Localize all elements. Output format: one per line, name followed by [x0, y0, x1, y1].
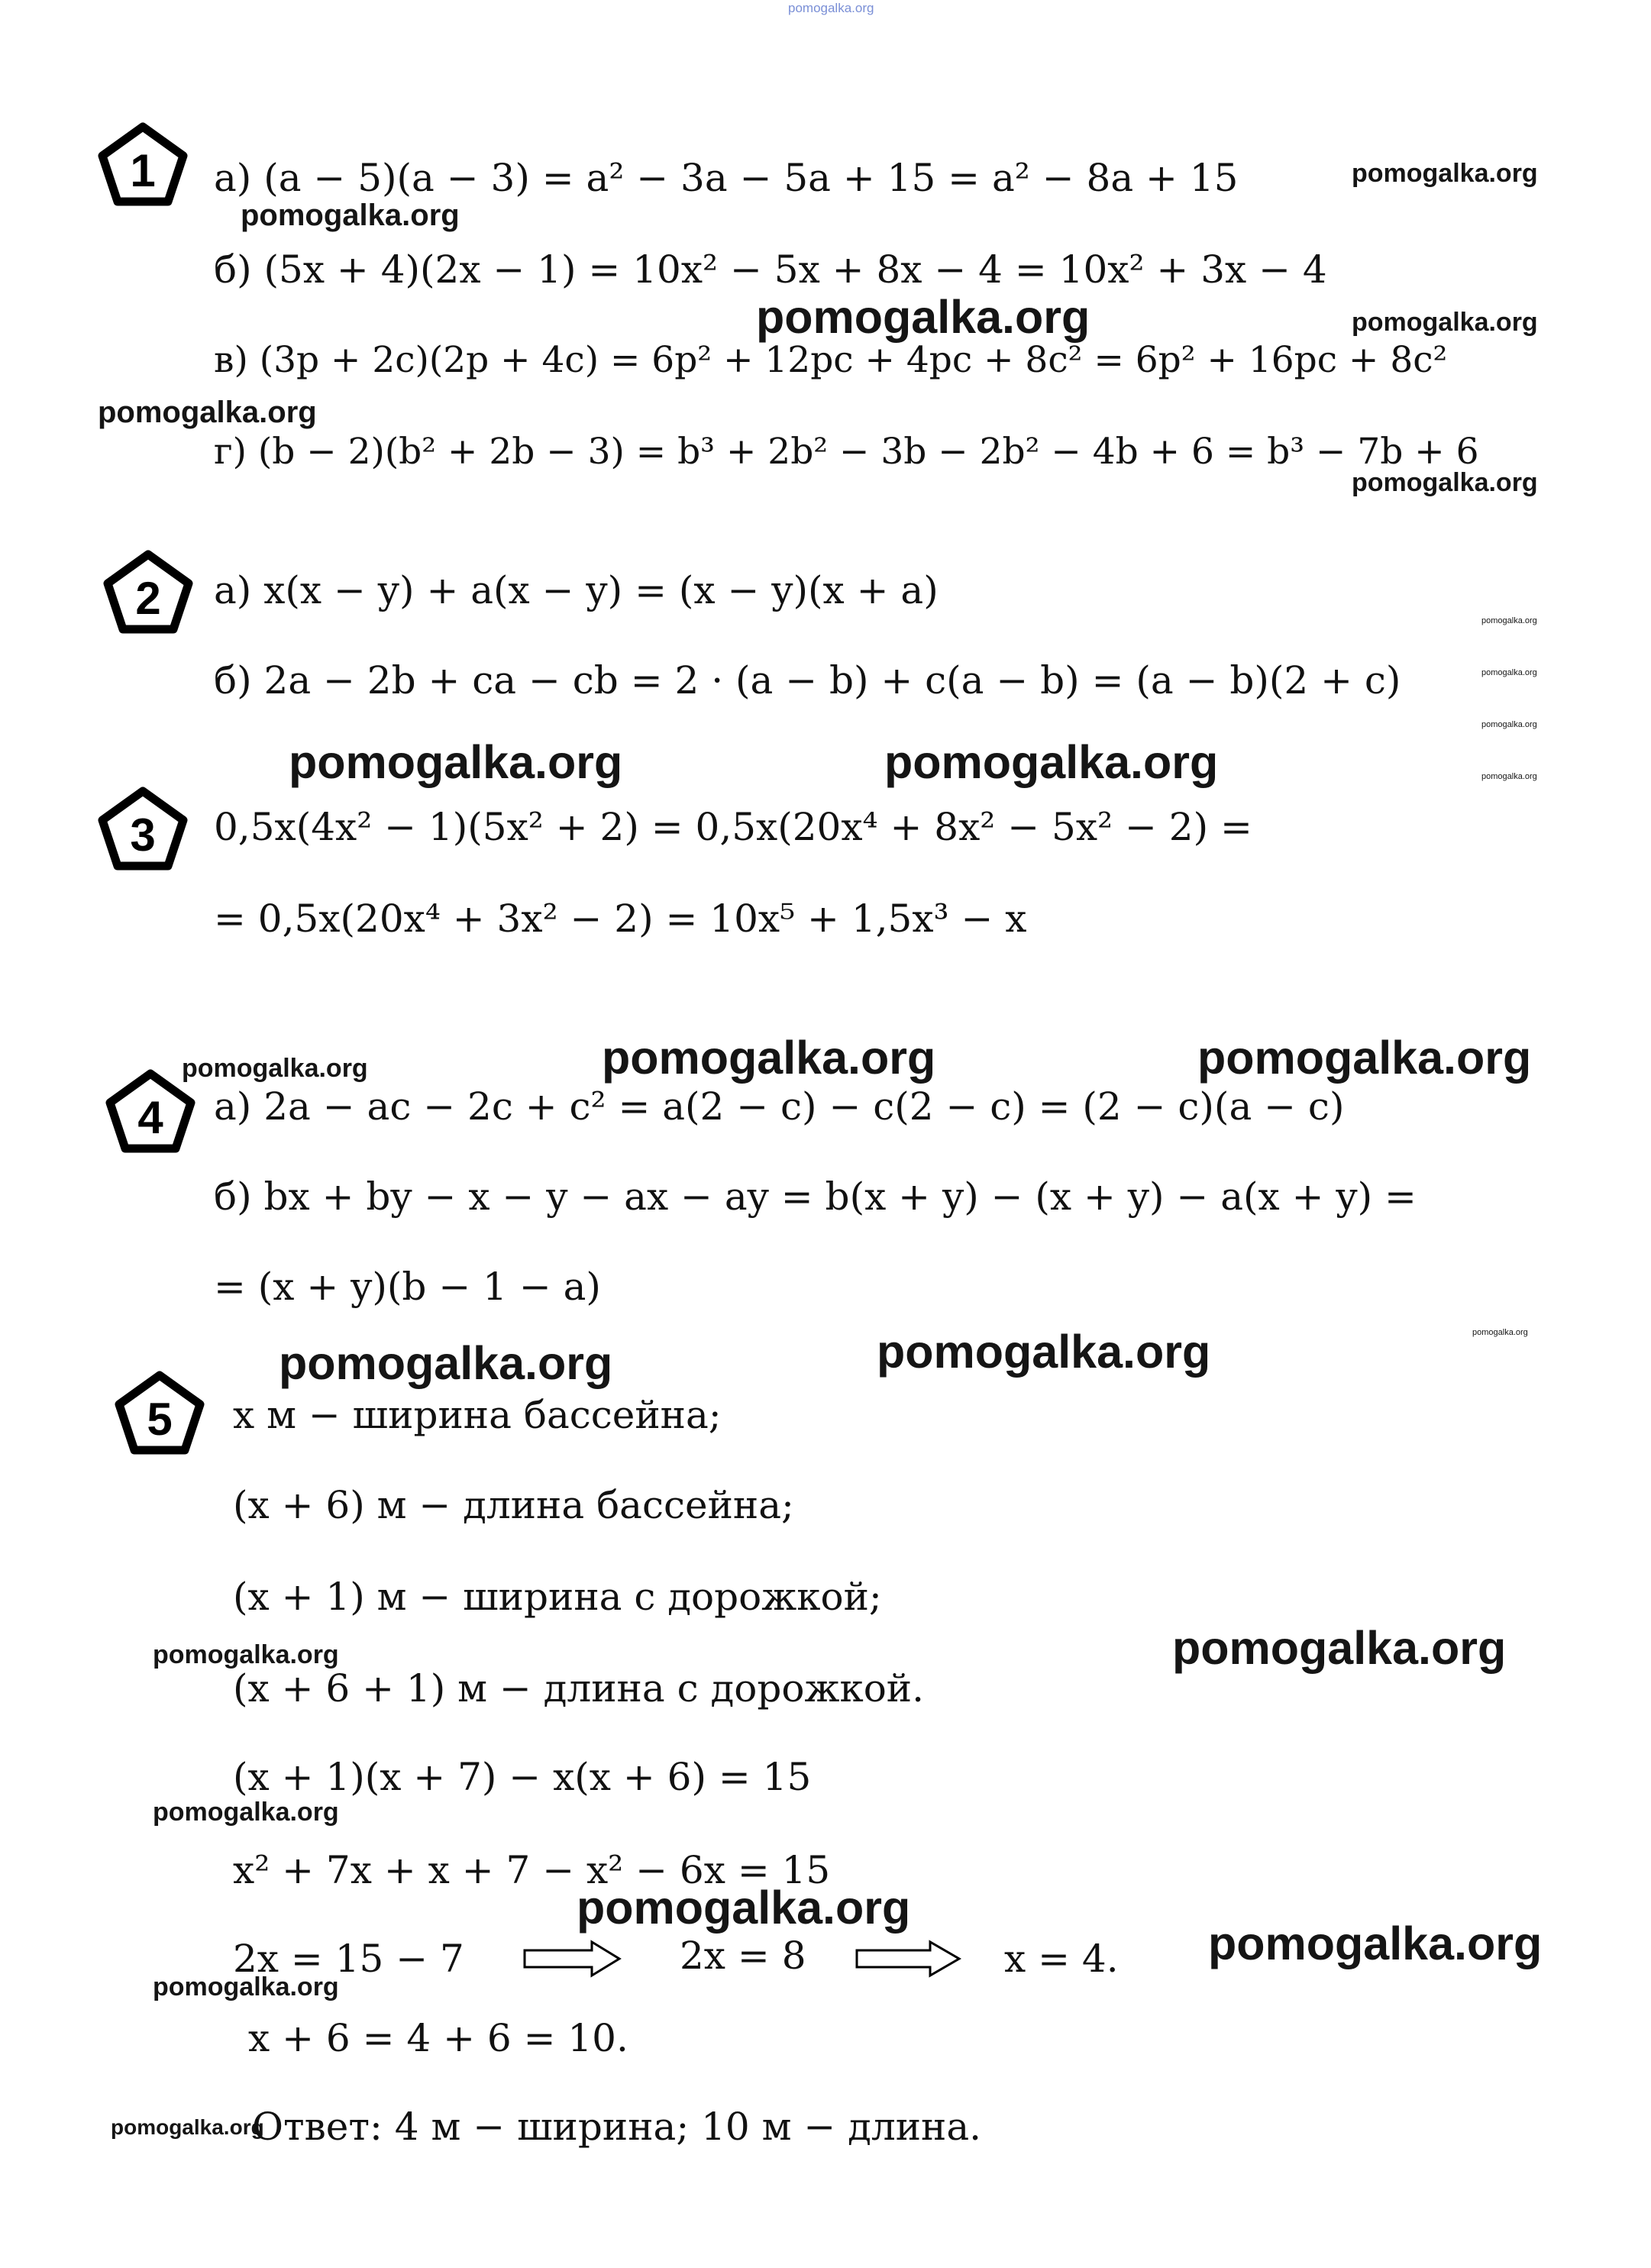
watermark: pomogalka.org	[1352, 159, 1538, 188]
pentagon-icon	[115, 1371, 205, 1455]
task2-line-b: б) 2a − 2b + ca − cb = 2 · (a − b) + c(a − b) = (a − b)(2 + c)	[214, 658, 1401, 703]
watermark: pomogalka.org	[1481, 772, 1537, 781]
watermark: pomogalka.org	[1481, 616, 1537, 625]
watermark: pomogalka.org	[1481, 720, 1537, 729]
watermark: pomogalka.org	[877, 1326, 1211, 1378]
task-number-badge	[98, 787, 188, 871]
task5-step-2: 2x = 8	[680, 1934, 806, 1978]
task5-answer: Ответ: 4 м − ширина; 10 м − длина.	[252, 2105, 982, 2149]
task-number-badge	[98, 122, 188, 206]
task3-line-1: 0,5x(4x² − 1)(5x² + 2) = 0,5x(20x⁴ + 8x² − 5x² − 2) =	[214, 805, 1252, 849]
watermark: pomogalka.org	[1352, 308, 1538, 337]
task4-line-a: а) 2a − ac − 2c + c² = a(2 − c) − c(2 − c) = (2 − c)(a − c)	[214, 1084, 1345, 1129]
pentagon-icon	[103, 550, 193, 634]
right-arrow-icon	[855, 1940, 962, 1978]
task-number: 2	[135, 573, 161, 624]
watermark: pomogalka.org	[884, 736, 1219, 788]
task5-line-6: x² + 7x + x + 7 − x² − 6x = 15	[233, 1848, 831, 1892]
task-number: 3	[130, 809, 156, 861]
watermark: pomogalka.org	[1172, 1622, 1507, 1674]
task5-step-3: x = 4.	[1004, 1937, 1119, 1981]
pentagon-icon	[105, 1069, 195, 1153]
task5-line-8: x + 6 = 4 + 6 = 10.	[248, 2016, 628, 2060]
watermark: pomogalka.org	[1472, 1328, 1528, 1337]
pentagon-icon	[98, 787, 188, 871]
task5-step-1: 2x = 15 − 7	[233, 1937, 464, 1981]
pentagon-icon	[98, 122, 188, 206]
watermark: pomogalka.org	[602, 1032, 936, 1084]
watermark: pomogalka.org	[153, 1640, 339, 1669]
watermark: pomogalka.org	[98, 396, 317, 429]
watermark: pomogalka.org	[289, 736, 623, 788]
task-number-badge	[115, 1371, 205, 1455]
task5-line-4: (x + 6 + 1) м − длина с дорожкой.	[233, 1666, 925, 1711]
task4-line-b: б) bx + by − x − y − ax − ay = b(x + y) − (x + y) − a(x + y) =	[214, 1174, 1417, 1219]
watermark: pomogalka.org	[153, 1972, 339, 2001]
watermark: pomogalka.org	[577, 1882, 911, 1934]
task5-line-2: (x + 6) м − длина бассейна;	[233, 1483, 794, 1527]
task-number: 1	[130, 145, 156, 196]
watermark: pomogalka.org	[182, 1054, 368, 1083]
task4-line-b2: = (x + y)(b − 1 − a)	[214, 1265, 601, 1309]
task5-line-5: (x + 1)(x + 7) − x(x + 6) = 15	[233, 1755, 812, 1799]
watermark: pomogalka.org	[1481, 668, 1537, 677]
watermark: pomogalka.org	[153, 1798, 339, 1827]
task-number-badge	[105, 1069, 195, 1153]
watermark-top: pomogalka.org	[788, 1, 874, 15]
task-number: 5	[147, 1394, 173, 1445]
task1-line-c: в) (3p + 2c)(2p + 4c) = 6p² + 12pc + 4pc + 8c² = 6p² + 16pc + 8c²	[214, 339, 1448, 381]
watermark: pomogalka.org	[111, 2115, 264, 2139]
right-arrow-icon	[523, 1940, 622, 1978]
watermark: pomogalka.org	[756, 291, 1090, 343]
task5-line-3: (x + 1) м − ширина с дорожкой;	[233, 1575, 882, 1619]
task1-line-b: б) (5x + 4)(2x − 1) = 10x² − 5x + 8x − 4 = 10x² + 3x − 4	[214, 247, 1327, 292]
watermark: pomogalka.org	[241, 199, 460, 232]
task-number: 4	[137, 1092, 163, 1143]
task1-line-d: г) (b − 2)(b² + 2b − 3) = b³ + 2b² − 3b − 2b² − 4b + 6 = b³ − 7b + 6	[214, 431, 1479, 473]
task5-line-1: x м − ширина бассейна;	[233, 1393, 722, 1437]
task2-line-a: а) x(x − y) + a(x − y) = (x − y)(x + a)	[214, 568, 939, 612]
task3-line-2: = 0,5x(20x⁴ + 3x² − 2) = 10x⁵ + 1,5x³ − x	[214, 897, 1027, 941]
watermark: pomogalka.org	[1197, 1032, 1532, 1084]
task-number-badge	[103, 550, 193, 634]
watermark: pomogalka.org	[1352, 468, 1538, 497]
watermark: pomogalka.org	[1208, 1917, 1543, 1969]
watermark: pomogalka.org	[279, 1337, 613, 1389]
task1-line-a: а) (a − 5)(a − 3) = a² − 3a − 5a + 15 = a² − 8a + 15	[214, 156, 1239, 200]
